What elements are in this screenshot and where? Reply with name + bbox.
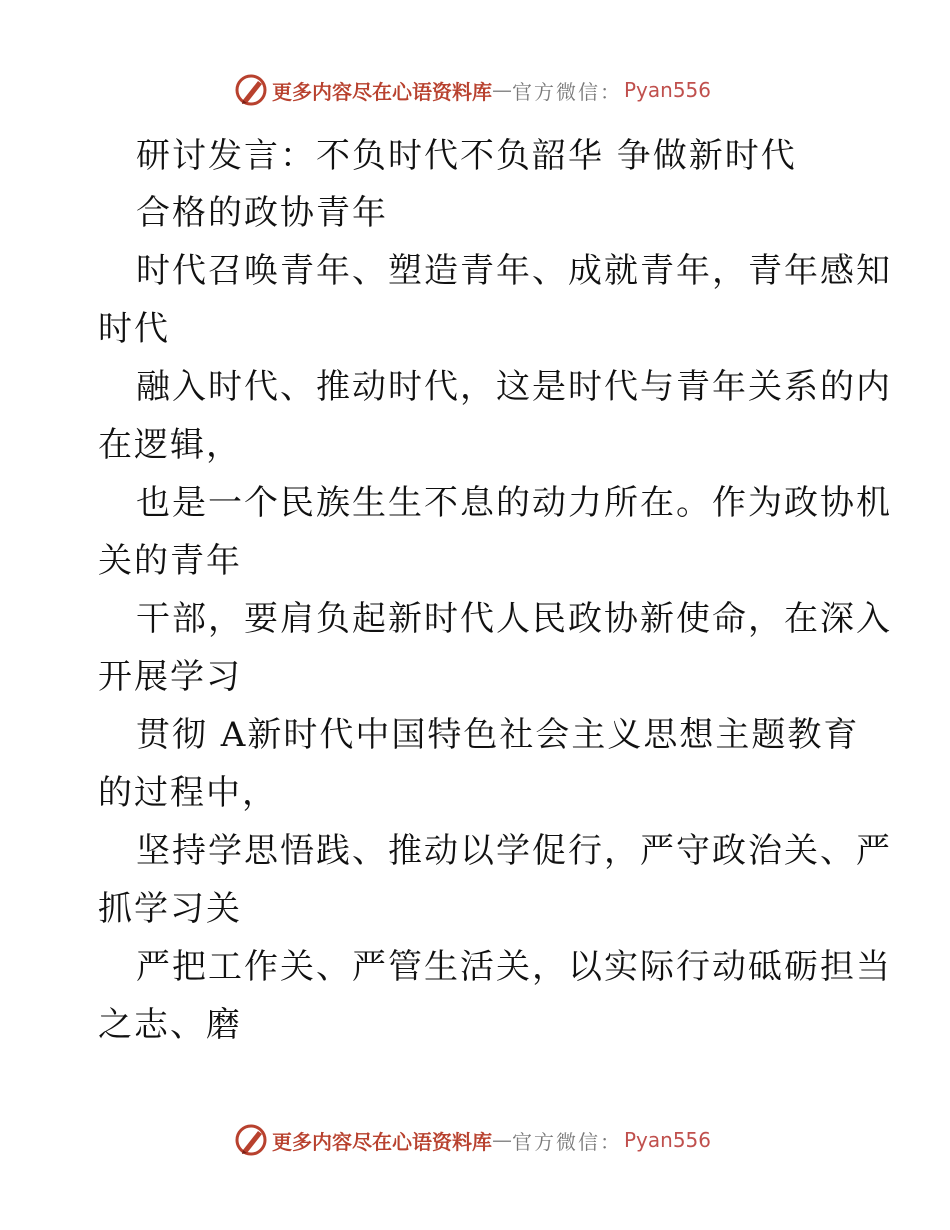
text-line: 之志、磨: [98, 1005, 242, 1045]
text-line: 干部，要肩负起新时代人民政协新使命，在深入: [136, 599, 892, 639]
banner-wechat-id: Pyan556: [624, 78, 712, 102]
banner-lead-text: 更多内容尽在心语资料库: [272, 79, 492, 104]
footer-banner: [234, 1120, 714, 1160]
text-line: 开展学习: [98, 657, 242, 697]
banner-separator: —: [492, 1128, 512, 1152]
text-line: 坚持学思悟践、推动以学促行，严守政治关、严: [136, 831, 892, 871]
banner-label-text: 官方微信：: [512, 1129, 622, 1154]
banner-label-text: 官方微信：: [512, 79, 622, 104]
header-banner: [234, 70, 714, 110]
pen-circle-logo-icon: [234, 73, 268, 107]
text-line: 关的青年: [98, 541, 242, 581]
text-line: 合格的政协青年: [136, 193, 388, 233]
text-line: 在逻辑，: [98, 425, 242, 465]
text-line: 时代召唤青年、塑造青年、成就青年，青年感知: [136, 251, 892, 291]
banner-wechat-id: Pyan556: [624, 1128, 712, 1152]
banner-lead-text: 更多内容尽在心语资料库: [272, 1129, 492, 1154]
text-line: 的过程中，: [98, 773, 278, 813]
pen-circle-logo-icon: [234, 1123, 268, 1157]
text-line: 抓学习关: [98, 889, 242, 929]
text-line: 时代: [98, 309, 170, 349]
text-line: 贯彻 A新时代中国特色社会主义思想主题教育: [136, 715, 860, 755]
text-line: 严把工作关、严管生活关，以实际行动砥砺担当: [136, 947, 892, 987]
text-line: 也是一个民族生生不息的动力所在。作为政协机: [136, 483, 892, 523]
banner-separator: —: [492, 78, 512, 102]
text-line: 研讨发言：不负时代不负韶华 争做新时代: [136, 136, 797, 176]
text-line: 融入时代、推动时代，这是时代与青年关系的内: [136, 367, 892, 407]
